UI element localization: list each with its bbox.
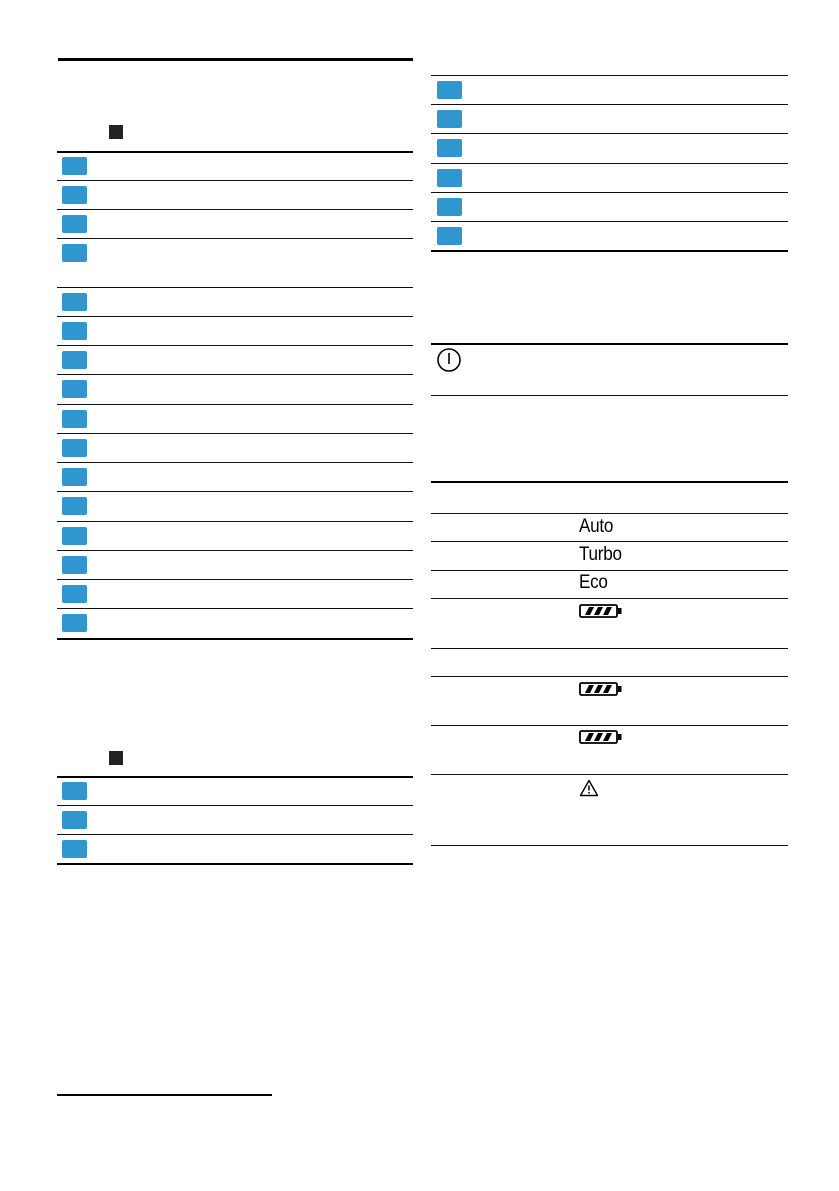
- table-rule: [431, 75, 788, 76]
- row-number-badge: [62, 556, 87, 574]
- row-number-badge: [62, 186, 87, 204]
- row-number-badge: [62, 322, 87, 340]
- page-top-rule-left: [58, 58, 413, 61]
- table-rule: [57, 638, 413, 640]
- table-rule: [431, 192, 788, 193]
- row-number-badge: [62, 351, 87, 369]
- mode-label-auto: Auto: [579, 516, 614, 537]
- battery-icon: [579, 730, 623, 744]
- row-number-badge: [62, 614, 87, 632]
- table-rule: [57, 462, 413, 463]
- power-icon: [436, 347, 462, 373]
- table-rule: [431, 250, 788, 252]
- table-marker-square: [109, 125, 123, 139]
- row-number-badge: [62, 782, 87, 800]
- table-rule: [431, 648, 788, 649]
- table-rule: [431, 845, 788, 846]
- table-rule: [431, 774, 788, 775]
- table-rule: [431, 133, 788, 134]
- row-number-badge: [62, 527, 87, 545]
- table-rule: [57, 345, 413, 346]
- table-rule: [57, 404, 413, 405]
- table-rule: [431, 481, 788, 483]
- table-rule: [57, 287, 413, 288]
- table-rule: [431, 395, 788, 396]
- footnote-separator: [57, 1094, 272, 1096]
- table-rule: [431, 221, 788, 222]
- table-rule: [57, 608, 413, 609]
- battery-icon: [579, 604, 623, 618]
- row-number-badge: [62, 215, 87, 233]
- row-number-badge: [62, 468, 87, 486]
- row-number-badge: [437, 198, 462, 216]
- table-rule: [57, 550, 413, 551]
- table-rule: [57, 863, 413, 865]
- mode-label-eco: Eco: [579, 572, 608, 593]
- table-rule: [57, 776, 413, 778]
- row-number-badge: [437, 110, 462, 128]
- table-rule: [57, 834, 413, 835]
- table-rule: [431, 598, 788, 599]
- table-rule: [57, 491, 413, 492]
- table-rule: [57, 209, 413, 210]
- row-number-badge: [437, 139, 462, 157]
- table-rule: [57, 521, 413, 522]
- table-marker-square: [109, 751, 123, 765]
- table-rule: [57, 374, 413, 375]
- mode-label-turbo: Turbo: [579, 544, 622, 565]
- row-number-badge: [62, 293, 87, 311]
- row-number-badge: [437, 169, 462, 187]
- row-number-badge: [62, 811, 87, 829]
- table-rule: [57, 238, 413, 239]
- table-rule: [431, 541, 788, 542]
- table-rule: [57, 316, 413, 317]
- table-rule: [57, 433, 413, 434]
- table-rule: [57, 151, 413, 153]
- row-number-badge: [62, 380, 87, 398]
- warning-icon: [579, 779, 599, 797]
- table-rule: [431, 104, 788, 105]
- row-number-badge: [62, 439, 87, 457]
- table-rule: [57, 579, 413, 580]
- table-rule: [431, 343, 788, 345]
- row-number-badge: [62, 497, 87, 515]
- table-rule: [57, 180, 413, 181]
- row-number-badge: [62, 840, 87, 858]
- row-number-badge: [437, 81, 462, 99]
- row-number-badge: [62, 157, 87, 175]
- table-rule: [431, 570, 788, 571]
- table-rule: [57, 805, 413, 806]
- row-number-badge: [62, 244, 87, 262]
- row-number-badge: [437, 227, 462, 245]
- table-rule: [431, 725, 788, 726]
- row-number-badge: [62, 585, 87, 603]
- battery-icon: [579, 682, 623, 696]
- table-rule: [431, 676, 788, 677]
- table-rule: [431, 513, 788, 514]
- table-rule: [431, 163, 788, 164]
- row-number-badge: [62, 410, 87, 428]
